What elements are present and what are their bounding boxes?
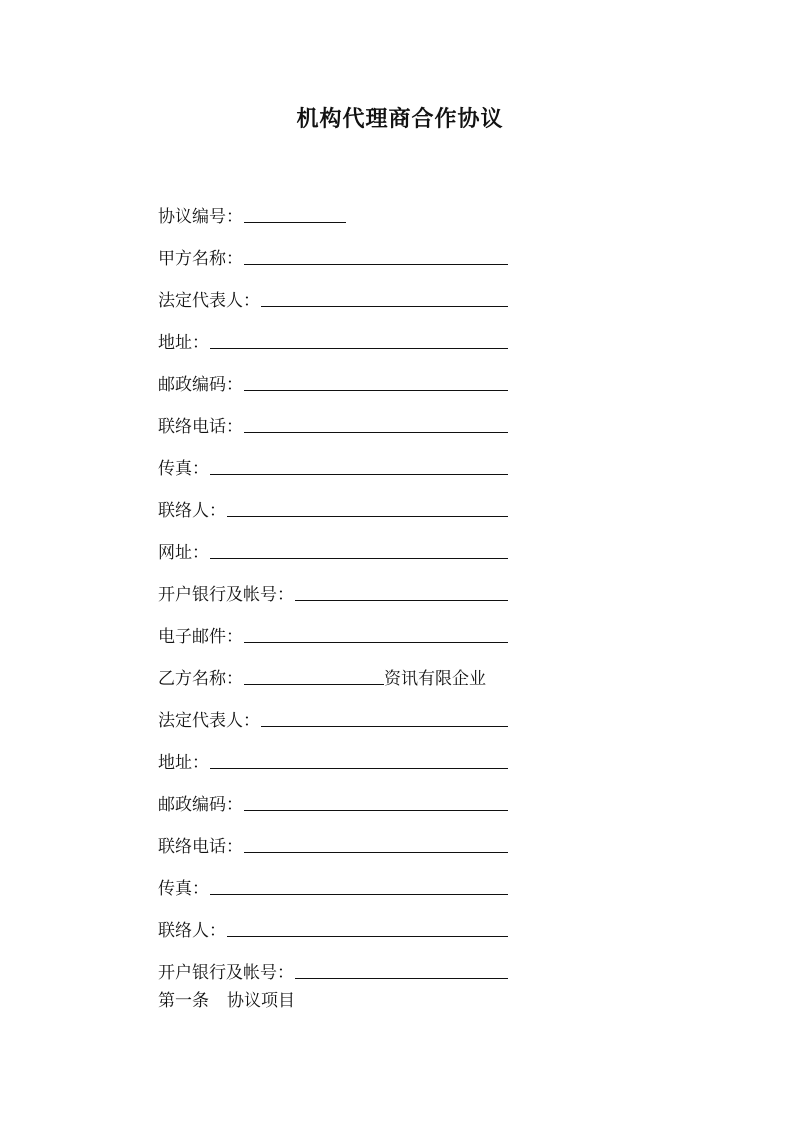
party-b-address-label: 地址： (158, 753, 209, 773)
section-number: 第一条 (158, 991, 209, 1011)
agreement-no-row (158, 188, 508, 230)
party-a-address-blank[interactable] (210, 348, 508, 349)
party-a-phone-blank[interactable] (244, 432, 508, 433)
party-a-website-label: 网址： (158, 543, 209, 563)
party-b-phone-blank[interactable] (244, 852, 508, 853)
party-a-website-row (158, 524, 508, 566)
party-a-phone-label: 联络电话： (158, 417, 243, 437)
party-a-legal-rep-row (158, 272, 508, 314)
party-b-bank-blank[interactable] (295, 978, 508, 979)
party-b-contact-label: 联络人： (158, 921, 226, 941)
party-a-fax-row (158, 440, 508, 482)
party-b-contact-row (158, 902, 508, 944)
party-a-website-blank[interactable] (210, 558, 508, 559)
party-a-fax-label: 传真： (158, 459, 209, 479)
party-a-name-row (158, 230, 508, 272)
party-b-legal-rep-label: 法定代表人： (158, 711, 260, 731)
document-title: 机构代理商合作协议 (296, 106, 504, 132)
party-b-phone-row (158, 818, 508, 860)
party-a-name-label: 甲方名称： (158, 249, 243, 269)
party-a-bank-label: 开户银行及帐号： (158, 585, 294, 605)
party-a-address-row (158, 314, 508, 356)
party-b-postal-code-label: 邮政编码： (158, 795, 243, 815)
agreement-no-blank[interactable] (244, 222, 346, 223)
party-a-bank-row (158, 566, 508, 608)
party-a-postal-code-row (158, 356, 508, 398)
party-b-name-suffix: 资讯有限企业 (384, 669, 486, 689)
party-info-fields (158, 188, 508, 986)
party-a-email-blank[interactable] (244, 642, 508, 643)
party-b-legal-rep-row (158, 692, 508, 734)
party-b-name-blank[interactable] (244, 684, 384, 685)
party-b-address-blank[interactable] (210, 768, 508, 769)
party-b-legal-rep-blank[interactable] (261, 726, 508, 727)
party-a-contact-row (158, 482, 508, 524)
agreement-no-label: 协议编号： (158, 207, 243, 227)
party-a-email-label: 电子邮件： (158, 627, 243, 647)
party-a-postal-code-blank[interactable] (244, 390, 508, 391)
party-a-email-row (158, 608, 508, 650)
party-b-name-label: 乙方名称： (158, 669, 243, 689)
section-title: 协议项目 (227, 991, 295, 1011)
party-b-address-row (158, 734, 508, 776)
party-b-bank-label: 开户银行及帐号： (158, 963, 294, 983)
party-b-fax-row (158, 860, 508, 902)
party-a-fax-blank[interactable] (210, 474, 508, 475)
party-a-contact-blank[interactable] (227, 516, 508, 517)
party-b-contact-blank[interactable] (227, 936, 508, 937)
party-b-fax-label: 传真： (158, 879, 209, 899)
party-a-legal-rep-label: 法定代表人： (158, 291, 260, 311)
party-b-phone-label: 联络电话： (158, 837, 243, 857)
party-a-name-blank[interactable] (244, 264, 508, 265)
party-b-postal-code-row (158, 776, 508, 818)
party-a-address-label: 地址： (158, 333, 209, 353)
party-a-phone-row (158, 398, 508, 440)
party-a-contact-label: 联络人： (158, 501, 226, 521)
party-b-name-row (158, 650, 508, 692)
section-heading (158, 988, 295, 1014)
party-a-postal-code-label: 邮政编码： (158, 375, 243, 395)
party-b-bank-row (158, 944, 508, 986)
party-a-legal-rep-blank[interactable] (261, 306, 508, 307)
party-a-bank-blank[interactable] (295, 600, 508, 601)
party-b-postal-code-blank[interactable] (244, 810, 508, 811)
party-b-fax-blank[interactable] (210, 894, 508, 895)
